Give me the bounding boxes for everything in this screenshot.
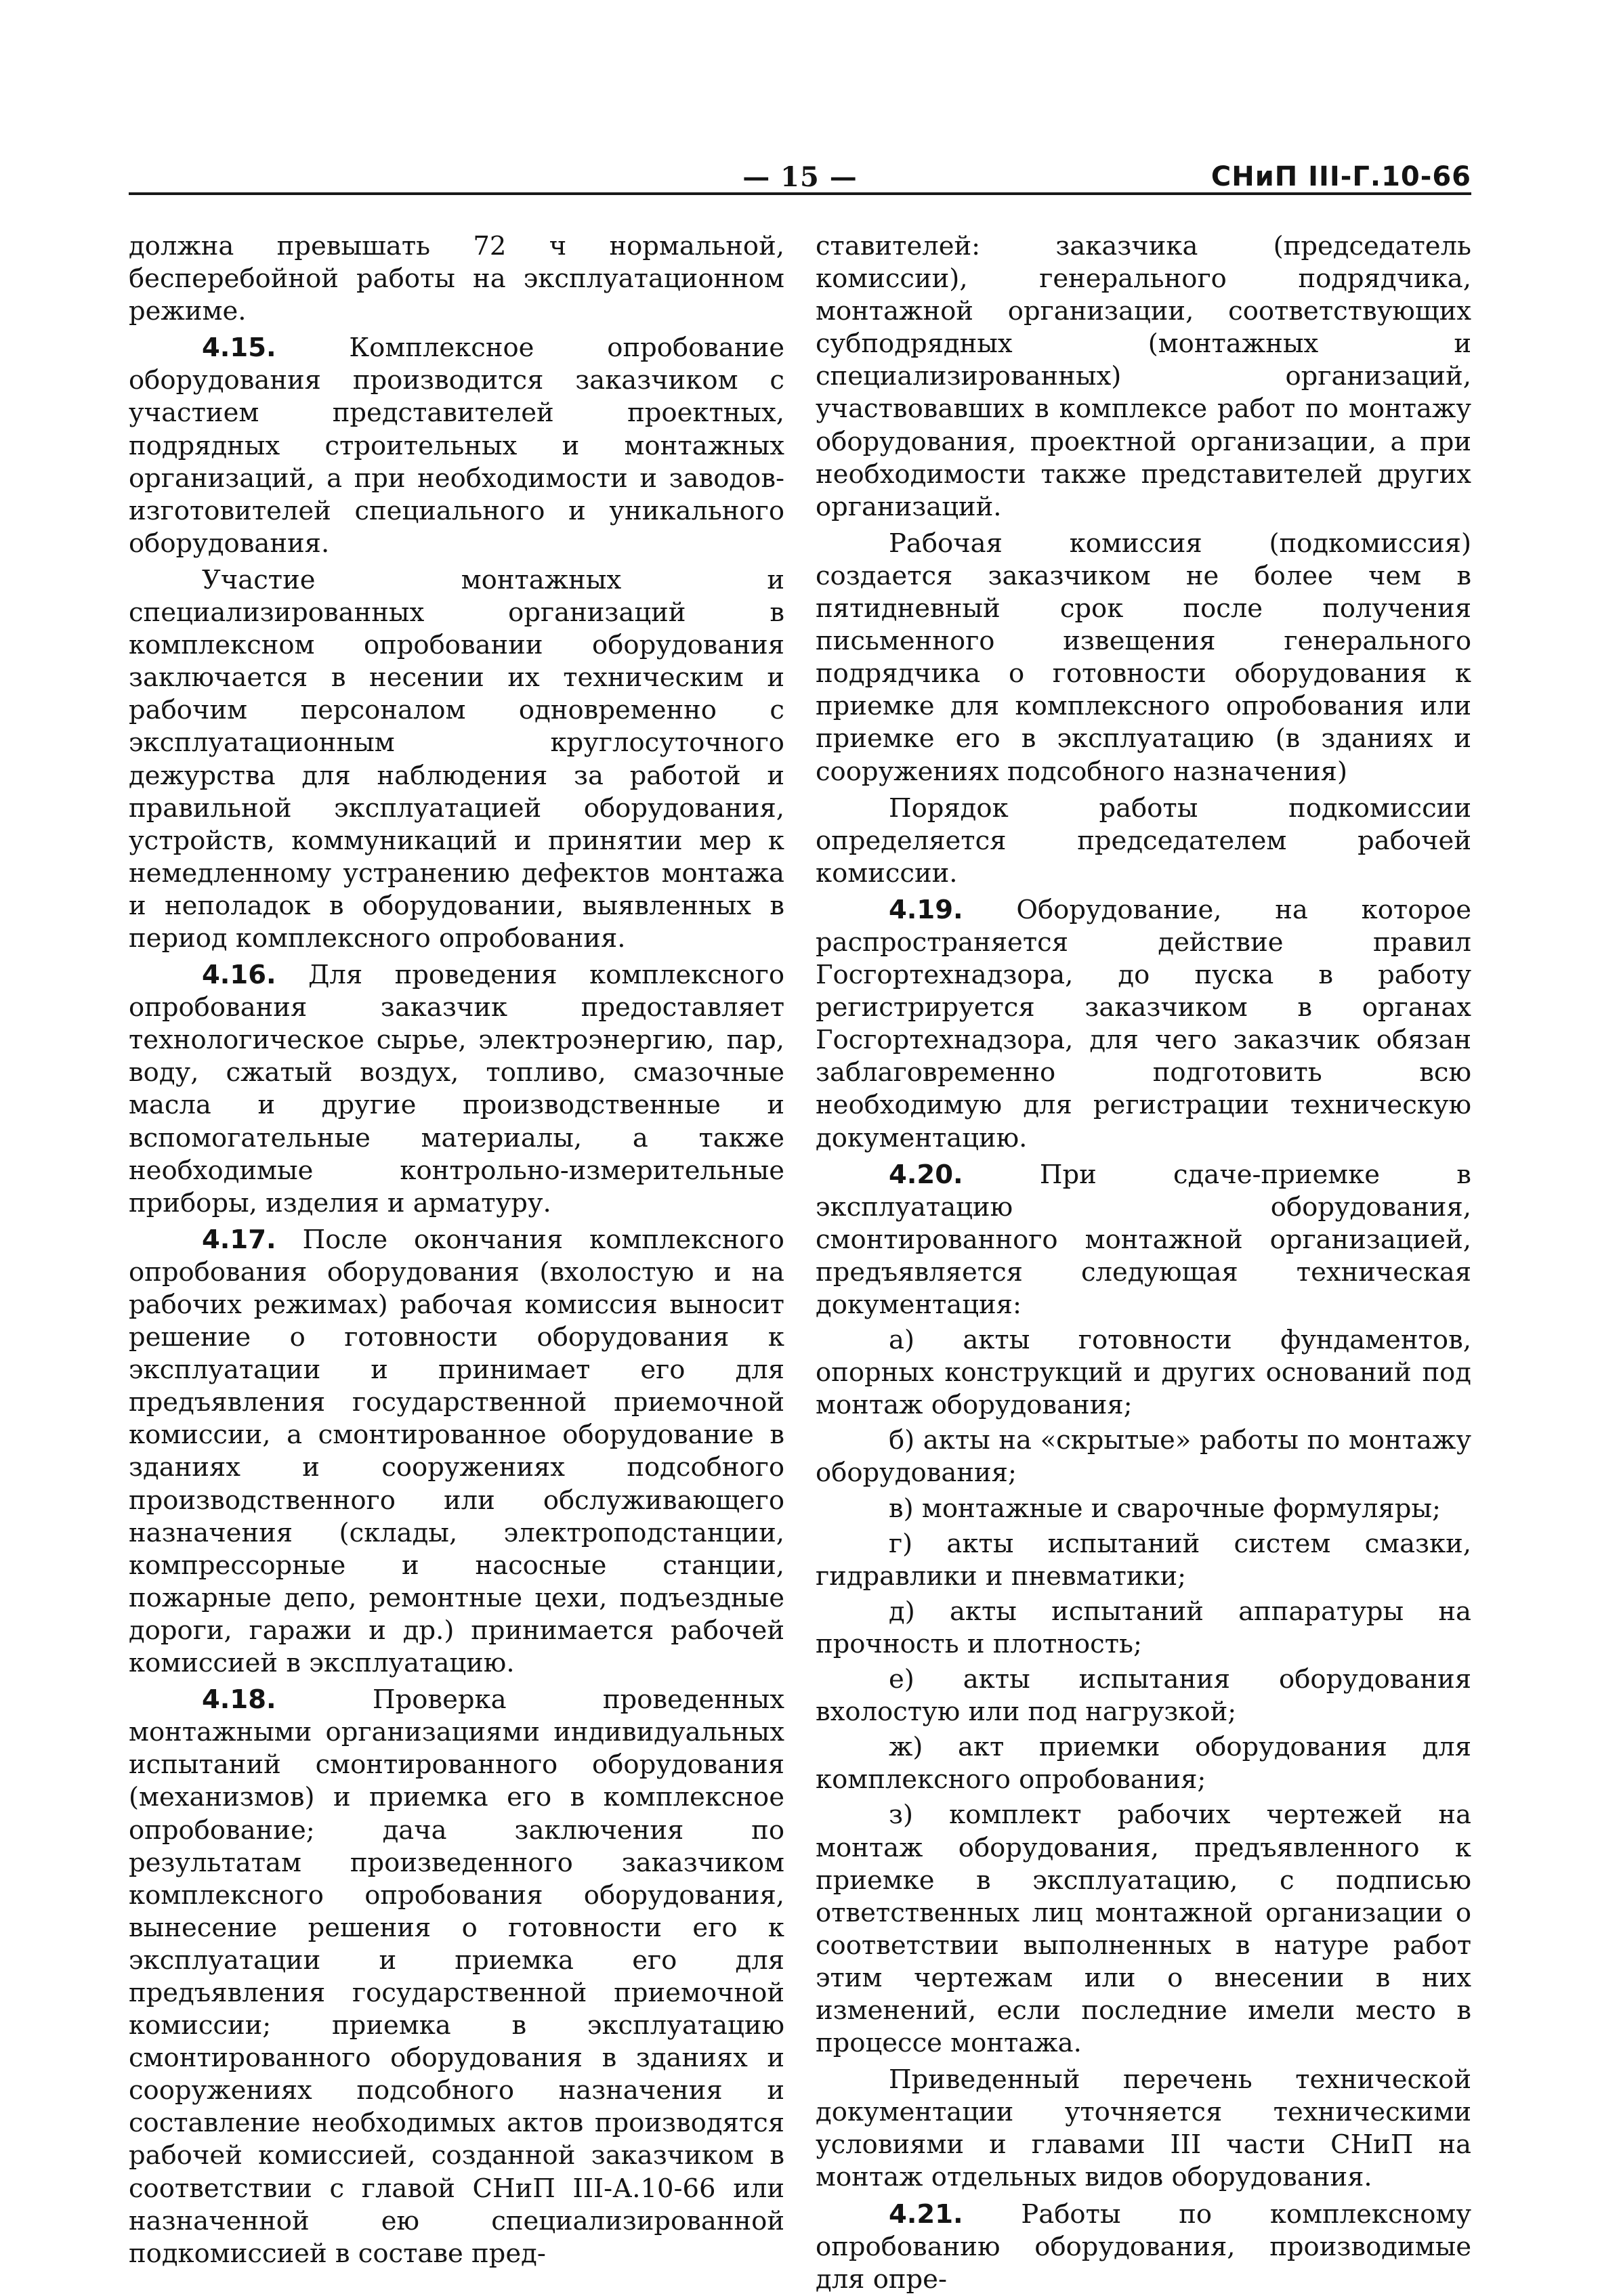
- clause-number: 4.21.: [889, 2198, 963, 2230]
- paragraph: Рабочая комиссия (подкомиссия) создается заказчиком не более чем в пятидневный срок после получения письменного извещения генерального подрядчика о готовности оборудования к приемке для комплексного опробования или приемке его в эксплуатацию (в зданиях и сооружениях подсобного назначения): [816, 528, 1471, 787]
- clause-number: 4.20.: [889, 1159, 963, 1190]
- body-columns: [129, 230, 1471, 2295]
- paragraph-4-17: 4.17. После окончания комплексного опробования оборудования (вхолостую и на рабочих режимах) рабочая комиссия выносит решение о готовности оборудования к эксплуатации и принимает его для предъявления государственной приемочной комиссии, а смонтированное оборудование в зданиях и сооружениях подсобного производственного или обслуживающего назначения (склады, электроподстанции, компрессорные и насосные станции, пожарные депо, ремонтные цехи, подъездные дороги, гаражи и др.) принимается рабочей комиссией в эксплуатацию.: [129, 1224, 784, 1679]
- list-item: а) акты готовности фундаментов, опорных конструкций и других оснований под монтаж оборудования;: [816, 1325, 1471, 1421]
- paragraph-4-18: 4.18. Проверка проведенных монтажными организациями индивидуальных испытаний смонтированного оборудования (механизмов) и приемка его в комплексное опробование; дача заключения по результатам произведенного заказчиком комплексного опробования оборудования, вынесение решения о готовности его к эксплуатации и приемка его для предъявления государственной приемочной комиссии; приемка в эксплуатацию смонтированного оборудования в зданиях и сооружениях подсобного назначения и составление необходимых актов производятся рабочей комиссией, созданной заказчиком в соответствии с главой СНиП III-А.10-66 или назначенной ею специализированной подкомиссией в составе пред-: [129, 1684, 784, 2269]
- list-item: з) комплект рабочих чертежей на монтаж оборудования, предъявленного к приемке в эксплуатацию, с подписью ответственных лиц монтажной организации о соответствии выполненных в натуре работ этим чертежам или о внесении в них изменений, если последние имели место в процессе монтажа.: [816, 1800, 1471, 2059]
- paragraph-4-16: 4.16. Для проведения комплексного опробования заказчик предоставляет технологическое сырье, электроэнергию, пар, воду, сжатый воздух, топливо, смазочные масла и другие производственные и вспомогательные материалы, а также необходимые контрольно-измерительные приборы, изделия и арматуру.: [129, 960, 784, 1218]
- header-rule: [129, 192, 1471, 195]
- paragraph: Участие монтажных и специализированных организаций в комплексном опробовании оборудования заключается в несении их техническим и рабочим персоналом одновременно с эксплуатационным круглосуточного дежурства для наблюдения за работой и правильной эксплуатацией оборудования, устройств, коммуникаций и принятии мер к немедленному устранению дефектов монтажа и неполадок в оборудовании, выявленных в период комплексного опробования.: [129, 564, 784, 954]
- paragraph: должна превышать 72 ч нормальной, бесперебойной работы на эксплуатационном режиме.: [129, 231, 784, 327]
- document-code: СНиП III-Г.10-66: [1210, 161, 1471, 192]
- clause-number: 4.19.: [889, 894, 963, 925]
- list-item: е) акты испытания оборудования вхолостую или под нагрузкой;: [816, 1664, 1471, 1728]
- paragraph-4-20: 4.20. При сдаче-приемке в эксплуатацию оборудования, смонтированного монтажной организацией, предъявляется следующая техническая документация:: [816, 1159, 1471, 1320]
- paragraph-4-21: 4.21. Работы по комплексному опробованию оборудования, производимые для опре-: [816, 2198, 1471, 2295]
- paragraph-4-19: 4.19. Оборудование, на которое распространяется действие правил Госгортехнадзора, до пуска в работу регистрируется заказчиком в органах Госгортехнадзора, для чего заказчик обязан заблаговременно подготовить всю необходимую для регистрации техническую документацию.: [816, 894, 1471, 1153]
- clause-number: 4.15.: [202, 333, 276, 364]
- list-item: г) акты испытаний систем смазки, гидравлики и пневматики;: [816, 1528, 1471, 1592]
- list-item: в) монтажные и сварочные формуляры;: [889, 1493, 1441, 1524]
- list-item: д) акты испытаний аппаратуры на прочность и плотность;: [816, 1596, 1471, 1659]
- paragraph: ставителей: заказчика (председатель комиссии), генерального подрядчика, монтажной организации, соответствующих субподрядных (монтажных и специализированных) организаций, участвовавших в комплексе работ по монтажу оборудования, проектной организации, а при необходимости также представителей других организаций.: [816, 231, 1471, 522]
- paragraph-4-15: 4.15. Комплексное опробование оборудования производится заказчиком с участием представителей проектных, подрядных строительных и монтажных организаций, а при необходимости и заводов-изготовителей специального и уникального оборудования.: [129, 333, 784, 559]
- left-column: [129, 230, 784, 2269]
- list-item: б) акты на «скрытые» работы по монтажу оборудования;: [816, 1425, 1471, 1489]
- clause-number: 4.17.: [202, 1224, 276, 1255]
- paragraph: Порядок работы подкомиссии определяется председателем рабочей комиссии.: [816, 792, 1471, 889]
- right-column: [816, 230, 1471, 2295]
- list-item: ж) акт приемки оборудования для комплексного опробования;: [816, 1732, 1471, 1795]
- clause-number: 4.18.: [202, 1684, 276, 1716]
- paragraph: Приведенный перечень технической документации уточняется техническими условиями и главами III части СНиП на монтаж отдельных видов оборудования.: [816, 2064, 1471, 2193]
- page-number: — 15 —: [742, 161, 858, 193]
- page-header: [129, 161, 1471, 202]
- clause-number: 4.16.: [202, 960, 276, 991]
